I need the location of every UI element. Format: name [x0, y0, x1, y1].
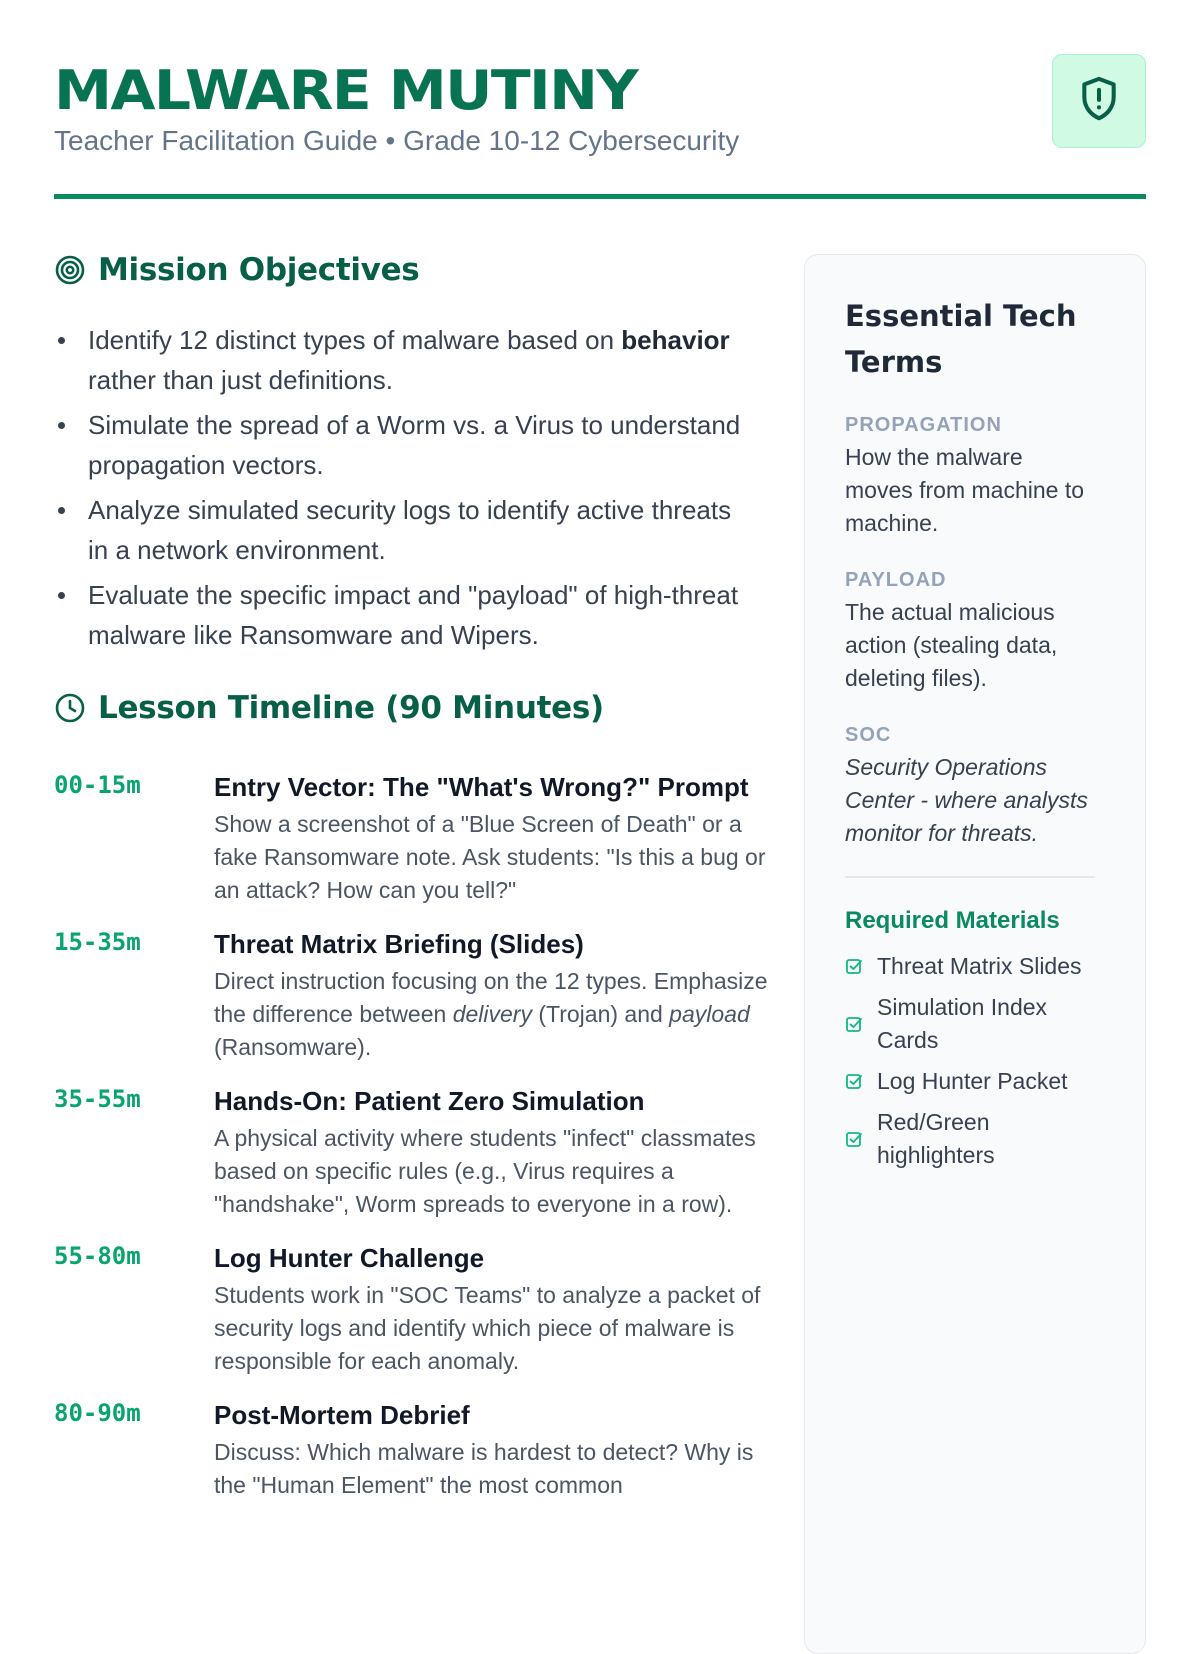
guide-page: [54, 0, 1146, 1600]
page-title: MALWARE MUTINY: [54, 59, 637, 122]
timeline-body: [214, 1396, 774, 1502]
timeline-step-title: Hands-On: Patient Zero Simulation: [214, 1086, 645, 1116]
timeline-step-title: Entry Vector: The "What's Wrong?" Prompt: [214, 772, 749, 802]
timeline-time: 00-15m: [54, 771, 141, 799]
timeline-step-desc: Students work in "SOC Teams" to analyze a packet of security logs and identify which piece of malware is responsible for each anomaly.: [214, 1282, 761, 1374]
objective-item: [54, 405, 754, 485]
timeline-title: Lesson Timeline (90 Minutes): [98, 690, 604, 726]
timeline-body: [214, 1239, 774, 1378]
objective-text-end: rather than just definitions.: [88, 365, 393, 395]
term-entry: [845, 568, 1095, 695]
term-entry: [845, 413, 1095, 540]
timeline-item: [54, 1396, 774, 1502]
timeline-item: [54, 768, 774, 907]
desc-text: (Ransomware).: [214, 1034, 372, 1060]
terms-list: [845, 413, 1095, 850]
timeline-list: [54, 768, 774, 1520]
objective-text: Simulate the spread of a Worm vs. a Virus to understand propagation vectors.: [88, 410, 741, 480]
term-name: PAYLOAD: [845, 569, 947, 591]
timeline-step-desc: Discuss: Which malware is hardest to detect? Why is the "Human Element" the most common: [214, 1439, 754, 1498]
shield-badge: [1052, 54, 1146, 148]
objectives-title: Mission Objectives: [98, 252, 420, 288]
timeline-step-title: Log Hunter Challenge: [214, 1243, 485, 1273]
timeline-body: [214, 1082, 774, 1221]
checkbox-check-icon: [845, 1130, 863, 1148]
timeline-body: [214, 925, 774, 1064]
header-divider: [54, 194, 1146, 199]
objective-text: Identify 12 distinct types of malware based on: [88, 325, 622, 355]
checkbox-check-icon: [845, 957, 863, 975]
material-label: Red/Green highlighters: [877, 1108, 995, 1168]
sidebar-divider: [845, 876, 1095, 878]
page-subtitle: Teacher Facilitation Guide • Grade 10-12 Cybersecurity: [54, 125, 740, 156]
sidebar-panel: [804, 254, 1146, 1654]
material-item: [845, 991, 1095, 1057]
timeline-step-desc: A physical activity where students "infect" classmates based on specific rules (e.g., Virus requires a "handshake", Worm spreads to everyone in a row).: [214, 1125, 756, 1217]
target-icon: [54, 254, 86, 286]
timeline-step-desc: [214, 965, 774, 1064]
timeline-step-title: Post-Mortem Debrief: [214, 1400, 470, 1430]
timeline-body: [214, 768, 774, 907]
timeline-time: 15-35m: [54, 928, 141, 956]
checkbox-check-icon: [845, 1072, 863, 1090]
objectives-heading: [54, 252, 419, 288]
checkbox-check-icon: [845, 1015, 863, 1033]
timeline-item: [54, 1082, 774, 1221]
timeline-step-title: Threat Matrix Briefing (Slides): [214, 929, 584, 959]
material-label: Threat Matrix Slides: [877, 952, 1082, 979]
timeline-item: [54, 925, 774, 1064]
timeline-item: [54, 1239, 774, 1378]
term-name: SOC: [845, 724, 892, 746]
term-definition: The actual malicious action (stealing data, deleting files).: [845, 599, 1058, 691]
term-entry: [845, 723, 1095, 850]
desc-emphasis: payload: [669, 1001, 750, 1027]
term-definition: How the malware moves from machine to machine.: [845, 444, 1085, 536]
timeline-time: 80-90m: [54, 1399, 141, 1427]
desc-text: Direct instruction focusing on the 12 types. Emphasize the difference between: [214, 968, 768, 1027]
material-label: Log Hunter Packet: [877, 1067, 1068, 1094]
objective-item: [54, 575, 754, 655]
objective-text: Evaluate the specific impact and "payload" of high-threat malware like Ransomware and Wipers.: [88, 580, 739, 650]
material-item: [845, 950, 1095, 983]
objective-text: Analyze simulated security logs to identify active threats in a network environment.: [88, 495, 732, 565]
materials-heading: Required Materials: [845, 906, 1060, 934]
sidebar-title: Essential Tech Terms: [845, 299, 1077, 379]
desc-emphasis: delivery: [452, 1001, 532, 1027]
material-item: [845, 1065, 1095, 1098]
clock-icon: [54, 692, 86, 724]
materials-list: [845, 950, 1095, 1172]
objective-item: [54, 320, 754, 400]
material-label: Simulation Index Cards: [877, 993, 1048, 1053]
objective-item: [54, 490, 754, 570]
term-name: PROPAGATION: [845, 414, 1002, 436]
material-item: [845, 1106, 1095, 1172]
timeline-step-desc: Show a screenshot of a "Blue Screen of Death" or a fake Ransomware note. Ask students: "Is this a bug or an attack? How can you tell?": [214, 811, 766, 903]
header: [54, 48, 1146, 178]
desc-text: (Trojan) and: [531, 1001, 670, 1027]
timeline-heading: [54, 690, 604, 726]
shield-alert-icon: [1077, 75, 1121, 128]
term-definition: Security Operations Center - where analysts monitor for threats.: [845, 754, 1088, 846]
timeline-time: 55-80m: [54, 1242, 141, 1270]
timeline-time: 35-55m: [54, 1085, 141, 1113]
objectives-list: [54, 320, 754, 660]
objective-emphasis: behavior: [621, 325, 730, 355]
